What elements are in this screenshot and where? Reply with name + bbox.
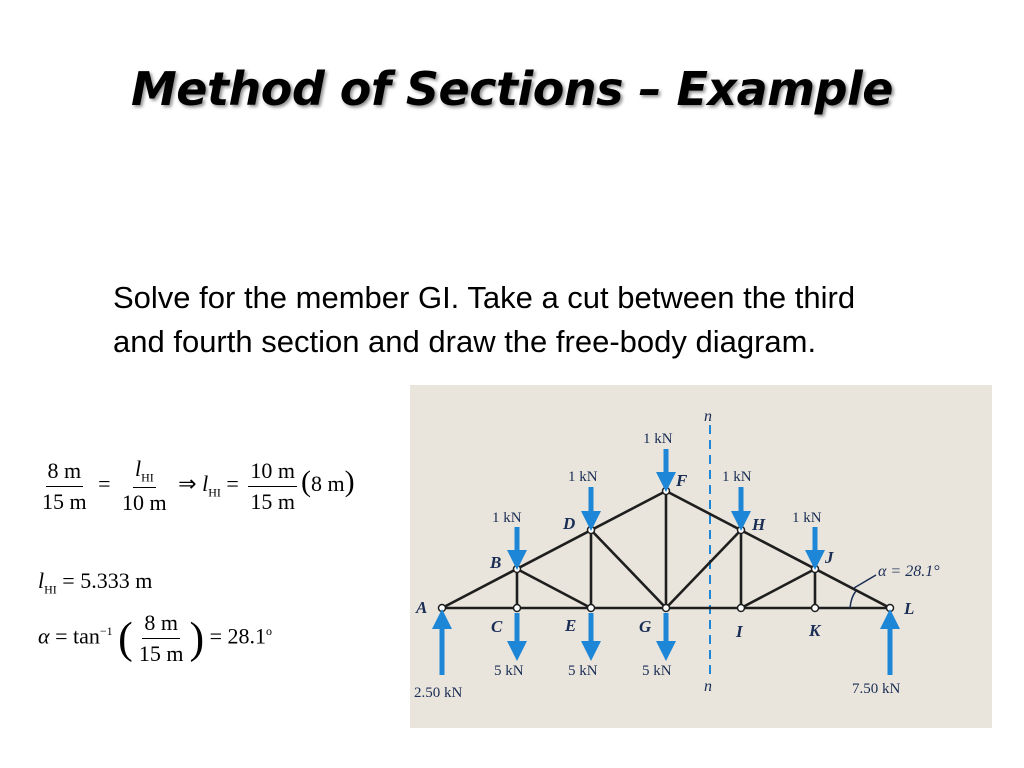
joint-label-B: B [490,553,502,572]
joint-K [812,605,819,612]
truss-members [442,491,890,608]
angle-pointer [854,575,876,588]
joint-F [663,488,670,495]
joint-A [439,605,446,612]
member-AF [442,491,666,608]
load-label-G: 5 kN [642,663,672,679]
member-FL [666,491,890,608]
joint-D [588,527,595,534]
joint-label-G: G [639,617,652,636]
member-DG [591,530,666,608]
joint-B [514,566,521,573]
joint-I [738,605,745,612]
joint-label-C: C [491,617,503,636]
joint-label-D: D [563,514,576,533]
truss-figure [410,385,992,728]
load-label-H: 1 kN [722,469,752,485]
equation-alpha: $\alpha = \tan^{-1}$ ( $\frac{8 m}{15 m}$ ) = 28.1$^o$ [38,610,273,666]
equation-lhi-value: $l_{HI} = 5.333$ m [38,568,153,597]
reaction-label-L: 7.50 kN [852,681,901,697]
problem-statement: Solve for the member GI. Take a cut between the third and fourth section and draw the free-body diagram. [113,280,856,359]
fraction-10-over-15: $\frac{10 m}{15 m}$ [250,457,295,514]
joint-label-F: F [676,471,688,490]
member-IJ [741,569,815,608]
fraction-8-over-15-angle: $\frac{8 m}{15 m}$ [138,610,184,666]
load-label-E: 5 kN [568,663,598,679]
section-label-top: n [704,408,712,425]
joint-E [588,605,595,612]
load-label-F: 1 kN [643,431,673,447]
load-label-J: 1 kN [792,510,822,526]
joint-label-J: J [825,548,834,567]
joint-J [812,566,819,573]
joint-C [514,605,521,612]
joint-H [738,527,745,534]
joint-label-I: I [736,622,743,641]
equation-length-ratio: $\frac{8 m}{15 m}$ = $\frac{l_{HI}}{10 m}$ ⇒ $l_{HI}$ = $\frac{10 m}{15 m}$ (8 m) [42,456,355,516]
load-label-C: 5 kN [494,663,524,679]
joint-label-H: H [752,515,766,534]
member-GH [666,530,741,608]
reaction-label-A: 2.50 kN [414,685,463,701]
joint-label-L: L [904,599,915,618]
slide-title: Method of Sections – Example [131,62,893,116]
section-label-bottom: n [704,678,712,695]
joint-label-K: K [809,621,821,640]
fraction-lhi-over-10: $\frac{l_{HI}}{10 m}$ [122,456,167,516]
joint-L [887,605,894,612]
load-label-D: 1 kN [568,469,598,485]
angle-arc [850,591,856,608]
joint-label-E: E [565,616,577,635]
angle-label: α = 28.1° [878,563,940,580]
member-BE [517,569,591,608]
joint-label-A: A [416,598,428,617]
load-label-B: 1 kN [492,510,522,526]
truss-diagram [410,385,992,728]
joint-G [663,605,670,612]
fraction-8-over-15: $\frac{8 m}{15 m}$ [42,457,87,514]
